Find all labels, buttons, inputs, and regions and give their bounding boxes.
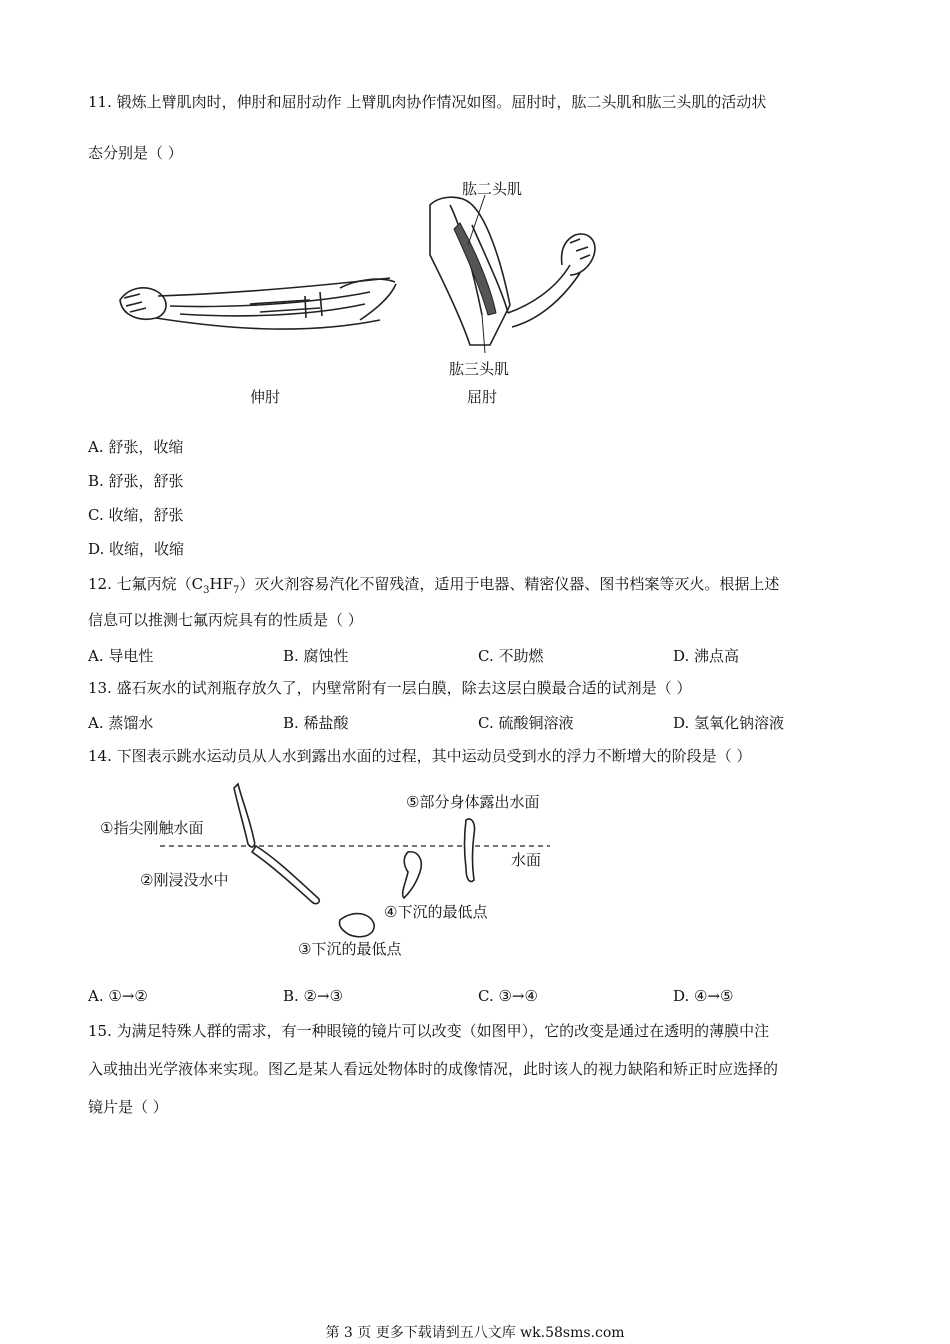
q13-stem: 13. 盛石灰水的试剂瓶存放久了，内壁常附有一层白膜，除去这层白膜最合适的试剂是（ ） xyxy=(88,679,692,697)
diver-label-4: ④下沉的最低点 xyxy=(384,903,488,921)
label-flex: 屈肘 xyxy=(467,388,498,406)
water-surface-label: 水面 xyxy=(511,851,542,869)
q14-option-d[interactable]: D. ④→⑤ xyxy=(673,987,734,1005)
q15-line3: 镜片是（ ） xyxy=(88,1098,168,1116)
diver-label-2: ②刚浸没水中 xyxy=(140,871,229,889)
diver-label-1: ①指尖刚触水面 xyxy=(100,819,204,837)
label-biceps: 肱二头肌 xyxy=(462,180,523,198)
q12-stem-line1 xyxy=(88,573,779,596)
q11-option-a[interactable]: A. 舒张，收缩 xyxy=(88,438,184,456)
diver-label-3: ③下沉的最低点 xyxy=(298,940,402,958)
q13-option-d[interactable]: D. 氢氧化钠溶液 xyxy=(673,714,785,732)
q12-stem-line2: 信息可以推测七氟丙烷具有的性质是（ ） xyxy=(88,611,363,629)
q12-stem-mid: HF xyxy=(209,575,233,593)
q11-stem-line2: 态分别是（ ） xyxy=(88,144,183,162)
q11-option-b[interactable]: B. 舒张，舒张 xyxy=(88,472,184,490)
q13-option-a[interactable]: A. 蒸馏水 xyxy=(88,714,154,732)
q12-option-d[interactable]: D. 沸点高 xyxy=(673,647,740,665)
q12-sub2: 7 xyxy=(232,585,240,596)
q11-option-c[interactable]: C. 收缩，舒张 xyxy=(88,506,184,524)
q14-option-a[interactable]: A. ①→② xyxy=(88,987,148,1005)
q15-line2: 入或抽出光学液体来实现。图乙是某人看远处物体时的成像情况，此时该人的视力缺陷和矫正时应选择的 xyxy=(88,1060,779,1078)
q12-option-a[interactable]: A. 导电性 xyxy=(88,647,154,665)
q14-options xyxy=(88,987,868,1005)
q11-stem-line1: 11. 锻炼上臂肌肉时，伸肘和屈肘动作 上臂肌肉协作情况如图。屈肘时，肱二头肌和肱三头肌的活动状 xyxy=(88,93,767,111)
q12-stem-post: ）灭火剂容易汽化不留残渣，适用于电器、精密仪器、图书档案等灭火。根据上述 xyxy=(239,575,780,593)
q12-stem-pre: 12. 七氟丙烷（C xyxy=(88,575,204,593)
q11-option-d[interactable]: D. 收缩，收缩 xyxy=(88,540,185,558)
q14-stem: 14. 下图表示跳水运动员从人水到露出水面的过程，其中运动员受到水的浮力不断增大的阶段是（ ） xyxy=(88,747,752,765)
page-footer: 第 3 页 更多下载请到五八文库 wk.58sms.com xyxy=(325,1325,625,1341)
q14-option-b[interactable]: B. ②→③ xyxy=(283,987,344,1005)
arm-flexed-figure xyxy=(430,195,600,355)
q15-line1: 15. 为满足特殊人群的需求，有一种眼镜的镜片可以改变（如图甲），它的改变是通过在透明的薄膜中注 xyxy=(88,1022,770,1040)
q13-options xyxy=(88,712,868,733)
label-extend: 伸肘 xyxy=(250,388,281,406)
q13-option-c[interactable]: C. 硫酸铜溶液 xyxy=(478,714,574,732)
q12-options xyxy=(88,645,868,666)
q12-option-b[interactable]: B. 腐蚀性 xyxy=(283,647,349,665)
arm-extended-figure xyxy=(110,270,410,360)
q14-option-c[interactable]: C. ③→④ xyxy=(478,987,538,1005)
q13-option-b[interactable]: B. 稀盐酸 xyxy=(283,714,349,732)
label-triceps: 肱三头肌 xyxy=(449,360,510,378)
q12-option-c[interactable]: C. 不助燃 xyxy=(478,647,544,665)
diver-label-5: ⑤部分身体露出水面 xyxy=(406,793,540,811)
q12-sub1: 3 xyxy=(203,585,210,596)
